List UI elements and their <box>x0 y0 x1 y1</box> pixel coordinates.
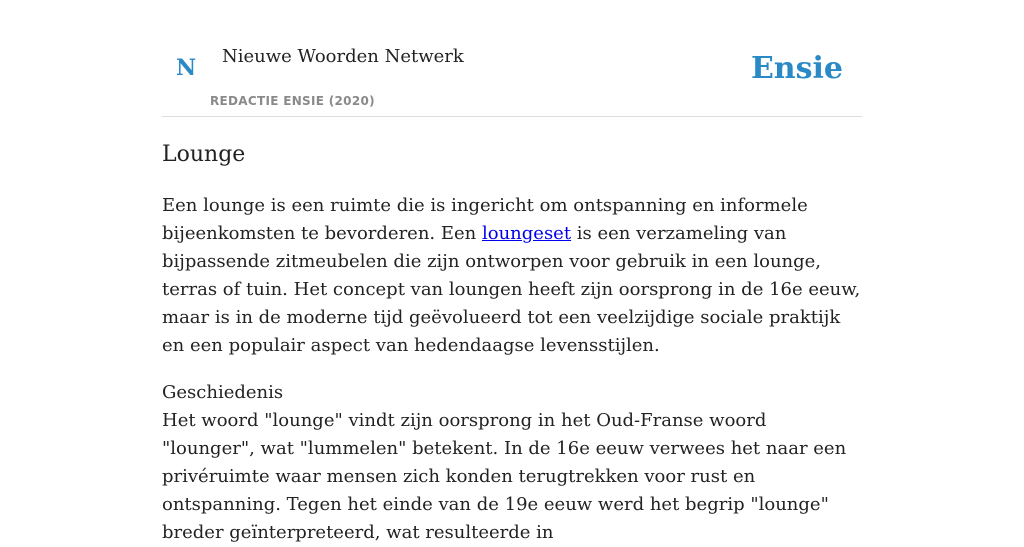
entry-content <box>162 140 862 547</box>
brand-logo[interactable]: Ensie <box>750 51 843 86</box>
source-title[interactable]: Nieuwe Woorden Netwerk <box>222 46 464 67</box>
history-section <box>162 379 862 547</box>
source-logo-icon[interactable]: N <box>176 55 197 81</box>
source-header <box>162 0 862 117</box>
loungeset-link[interactable]: loungeset <box>481 223 572 244</box>
entry-intro <box>162 192 862 360</box>
entry-title: Lounge <box>162 142 246 167</box>
section-text: Het woord "lounge" vindt zijn oorsprong in het Oud-Franse woord "lounger", wat "lummelen" betekent. In de 16e eeuw verwees het naar een privéruimte waar mensen zich konden terugtrekken voor rust en ontspanning. Tegen het einde van de 19e eeuw werd het begrip "lounge" breder geïnterpreteerd, wat resulteerde in <box>162 410 847 543</box>
source-author: REDACTIE ENSIE (2020) <box>210 94 375 108</box>
intro-text-2: is een verzameling van bijpassende zitmeubelen die zijn ontworpen voor gebruik in een lounge, terras of tuin. Het concept van loungen heeft zijn oorsprong in de 16e eeuw, maar is in de moderne tijd geëvolueerd tot een veelzijdige sociale praktijk en een populair aspect van hedendaagse levensstijlen. <box>162 223 861 356</box>
intro-text-1: Een lounge is een ruimte die is ingericht om ontspanning en informele bijeenkomsten te bevorderen. Een <box>162 195 808 244</box>
section-heading: Geschiedenis <box>162 382 284 403</box>
